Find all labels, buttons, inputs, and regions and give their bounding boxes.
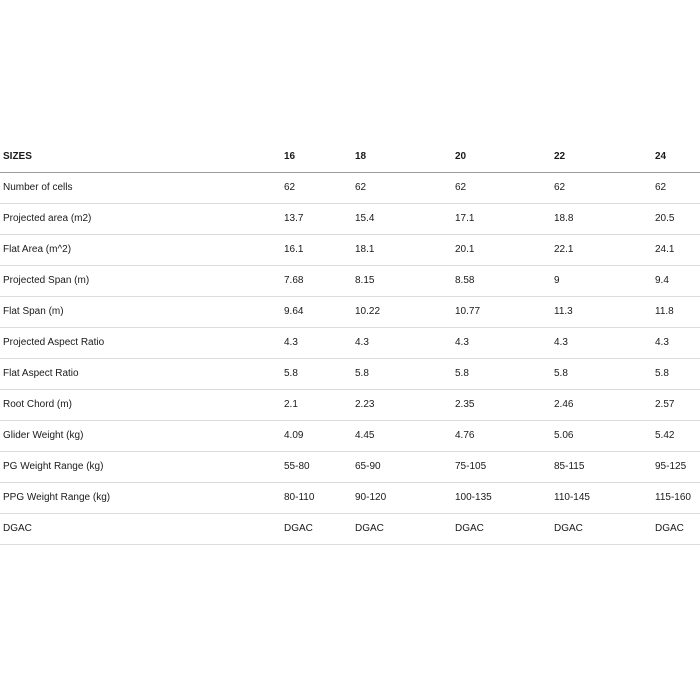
table-row xyxy=(0,451,700,482)
value-size-22: 22.1 xyxy=(551,234,652,265)
value-size-22: 2.46 xyxy=(551,389,652,420)
value-size-24: 95-125 xyxy=(652,451,700,482)
value-size-16: 4.3 xyxy=(281,327,352,358)
row-label: Projected Aspect Ratio xyxy=(0,327,281,358)
table-header-row xyxy=(0,141,700,172)
value-size-24: 24.1 xyxy=(652,234,700,265)
row-label: DGAC xyxy=(0,513,281,544)
value-size-18: 4.45 xyxy=(352,420,452,451)
header-cell-size-18: 18 xyxy=(352,141,452,172)
value-size-22: 110-145 xyxy=(551,482,652,513)
value-size-22: 18.8 xyxy=(551,203,652,234)
value-size-24: 11.8 xyxy=(652,296,700,327)
row-label: Flat Area (m^2) xyxy=(0,234,281,265)
value-size-22: 5.8 xyxy=(551,358,652,389)
header-cell-size-20: 20 xyxy=(452,141,551,172)
value-size-22: 85-115 xyxy=(551,451,652,482)
value-size-22: 9 xyxy=(551,265,652,296)
table-row xyxy=(0,389,700,420)
row-label: Projected area (m2) xyxy=(0,203,281,234)
header-cell-size-24: 24 xyxy=(652,141,700,172)
value-size-18: 5.8 xyxy=(352,358,452,389)
value-size-18: DGAC xyxy=(352,513,452,544)
row-label: PG Weight Range (kg) xyxy=(0,451,281,482)
value-size-22: DGAC xyxy=(551,513,652,544)
value-size-16: 5.8 xyxy=(281,358,352,389)
value-size-20: 4.76 xyxy=(452,420,551,451)
value-size-24: 9.4 xyxy=(652,265,700,296)
value-size-18: 15.4 xyxy=(352,203,452,234)
value-size-24: 5.8 xyxy=(652,358,700,389)
value-size-20: 4.3 xyxy=(452,327,551,358)
row-label: Flat Aspect Ratio xyxy=(0,358,281,389)
value-size-18: 10.22 xyxy=(352,296,452,327)
value-size-18: 8.15 xyxy=(352,265,452,296)
value-size-20: 100-135 xyxy=(452,482,551,513)
value-size-16: 55-80 xyxy=(281,451,352,482)
value-size-24: 115-160 xyxy=(652,482,700,513)
value-size-16: 16.1 xyxy=(281,234,352,265)
value-size-16: 80-110 xyxy=(281,482,352,513)
value-size-20: 62 xyxy=(452,172,551,203)
table-row xyxy=(0,513,700,544)
value-size-16: 4.09 xyxy=(281,420,352,451)
value-size-22: 62 xyxy=(551,172,652,203)
table-row xyxy=(0,265,700,296)
table-row xyxy=(0,296,700,327)
row-label: Number of cells xyxy=(0,172,281,203)
table-row xyxy=(0,172,700,203)
row-label: PPG Weight Range (kg) xyxy=(0,482,281,513)
table-row xyxy=(0,203,700,234)
table-row xyxy=(0,234,700,265)
row-label: Glider Weight (kg) xyxy=(0,420,281,451)
value-size-20: 5.8 xyxy=(452,358,551,389)
value-size-18: 4.3 xyxy=(352,327,452,358)
value-size-20: DGAC xyxy=(452,513,551,544)
value-size-22: 11.3 xyxy=(551,296,652,327)
value-size-18: 62 xyxy=(352,172,452,203)
value-size-18: 90-120 xyxy=(352,482,452,513)
value-size-16: 13.7 xyxy=(281,203,352,234)
value-size-16: 7.68 xyxy=(281,265,352,296)
row-label: Projected Span (m) xyxy=(0,265,281,296)
sizes-spec-table xyxy=(0,141,700,545)
header-cell-size-16: 16 xyxy=(281,141,352,172)
value-size-20: 75-105 xyxy=(452,451,551,482)
value-size-24: 5.42 xyxy=(652,420,700,451)
value-size-16: 9.64 xyxy=(281,296,352,327)
value-size-22: 5.06 xyxy=(551,420,652,451)
value-size-20: 2.35 xyxy=(452,389,551,420)
value-size-24: 62 xyxy=(652,172,700,203)
value-size-16: DGAC xyxy=(281,513,352,544)
header-cell-size-22: 22 xyxy=(551,141,652,172)
value-size-16: 62 xyxy=(281,172,352,203)
table-row xyxy=(0,358,700,389)
value-size-18: 2.23 xyxy=(352,389,452,420)
value-size-24: 20.5 xyxy=(652,203,700,234)
value-size-18: 18.1 xyxy=(352,234,452,265)
value-size-16: 2.1 xyxy=(281,389,352,420)
row-label: Flat Span (m) xyxy=(0,296,281,327)
value-size-22: 4.3 xyxy=(551,327,652,358)
row-label: Root Chord (m) xyxy=(0,389,281,420)
table-row xyxy=(0,482,700,513)
value-size-20: 8.58 xyxy=(452,265,551,296)
value-size-20: 20.1 xyxy=(452,234,551,265)
header-cell-sizes: SIZES xyxy=(0,141,281,172)
value-size-24: DGAC xyxy=(652,513,700,544)
value-size-24: 2.57 xyxy=(652,389,700,420)
table-row xyxy=(0,327,700,358)
value-size-18: 65-90 xyxy=(352,451,452,482)
value-size-20: 17.1 xyxy=(452,203,551,234)
value-size-24: 4.3 xyxy=(652,327,700,358)
table-row xyxy=(0,420,700,451)
value-size-20: 10.77 xyxy=(452,296,551,327)
